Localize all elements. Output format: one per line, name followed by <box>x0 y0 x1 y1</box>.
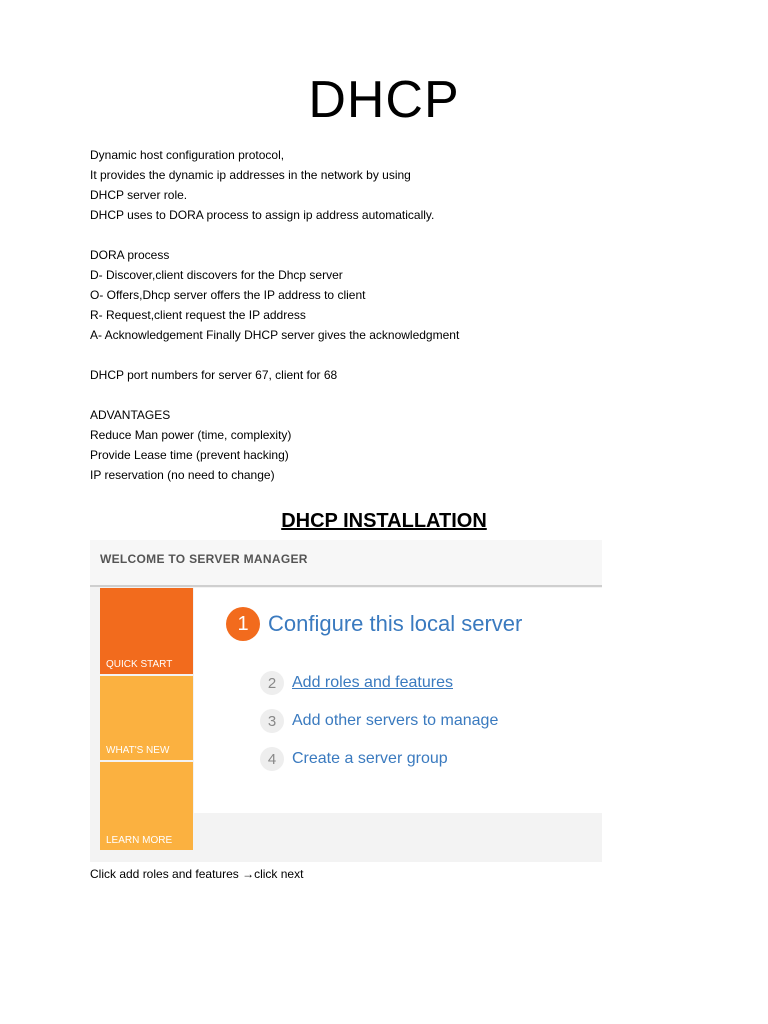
tile-label: WHAT'S NEW <box>106 745 170 756</box>
step-label: Create a server group <box>292 750 448 767</box>
body-text <box>90 145 730 485</box>
step-number-badge: 3 <box>260 709 284 733</box>
dora-line: O- Offers,Dhcp server offers the IP address to client <box>90 288 366 302</box>
dora-line: R- Request,client request the IP address <box>90 308 306 322</box>
step-configure-local-server[interactable] <box>226 607 522 641</box>
advantages-heading: ADVANTAGES <box>90 408 171 422</box>
page-title: DHCP <box>308 71 460 129</box>
dora-line: A- Acknowledgement Finally DHCP server gives the acknowledgment <box>90 328 460 342</box>
intro-line: DHCP server role. <box>90 188 188 202</box>
tile-learn-more[interactable] <box>100 762 193 850</box>
installation-heading: DHCP INSTALLATION <box>281 510 487 532</box>
dora-heading: DORA process <box>90 248 170 262</box>
tile-label: LEARN MORE <box>106 835 173 846</box>
advantage-line: IP reservation (no need to change) <box>90 468 275 482</box>
step-number-badge: 4 <box>260 747 284 771</box>
advantage-line: Reduce Man power (time, complexity) <box>90 428 292 442</box>
tile-label: QUICK START <box>106 659 173 670</box>
ports-line: DHCP port numbers for server 67, client for 68 <box>90 368 338 382</box>
server-manager-header <box>90 540 602 587</box>
tile-quick-start[interactable] <box>100 588 193 674</box>
spacer <box>90 385 730 405</box>
step-number-badge: 1 <box>226 607 260 641</box>
step-number-badge: 2 <box>260 671 284 695</box>
server-manager-screenshot <box>90 540 602 862</box>
advantage-line: Provide Lease time (prevent hacking) <box>90 448 289 462</box>
instruction-caption: Click add roles and features →click next <box>90 867 304 881</box>
step-add-servers-link[interactable] <box>260 709 498 733</box>
quick-start-panel <box>194 588 602 813</box>
server-manager-title: WELCOME TO SERVER MANAGER <box>100 552 308 566</box>
step-add-roles-link[interactable] <box>260 671 453 695</box>
tile-column <box>100 588 193 858</box>
intro-line: Dynamic host configuration protocol, <box>90 148 285 162</box>
intro-line: It provides the dynamic ip addresses in the network by using <box>90 168 411 182</box>
tile-whats-new[interactable] <box>100 676 193 760</box>
spacer <box>90 225 730 245</box>
intro-line: DHCP uses to DORA process to assign ip address automatically. <box>90 208 435 222</box>
step-label: Configure this local server <box>268 611 523 636</box>
step-create-group-link[interactable] <box>260 747 448 771</box>
step-label: Add roles and features <box>292 674 453 691</box>
spacer <box>90 345 730 365</box>
step-label: Add other servers to manage <box>292 712 499 729</box>
dora-line: D- Discover,client discovers for the Dhcp server <box>90 268 343 282</box>
